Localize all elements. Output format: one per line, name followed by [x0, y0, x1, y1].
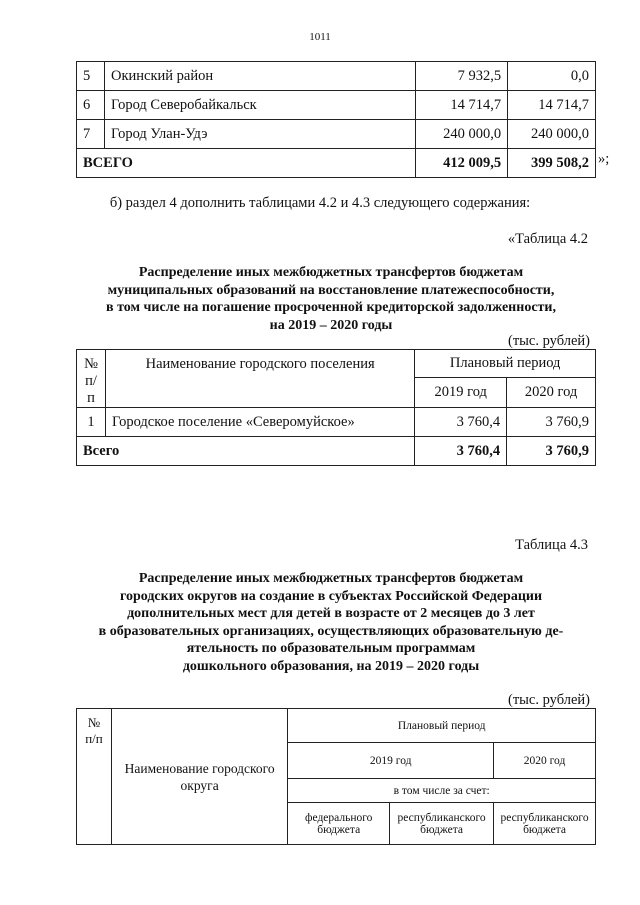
title-line: дополнительных мест для детей в возрасте от 2 месяцев до 3 лет	[127, 606, 535, 622]
title-line: дошкольного образования, на 2019 – 2020 годы	[182, 658, 480, 674]
header-period: Плановый период	[288, 709, 596, 743]
row-value-1: 240 000,0	[416, 120, 508, 149]
total-row	[77, 149, 596, 178]
closing-quote: »;	[598, 151, 610, 167]
header-period: Плановый период	[415, 350, 596, 378]
header-row	[77, 709, 596, 743]
table-4-3-title	[40, 570, 622, 676]
header-name: Наименование городского округа	[111, 709, 287, 845]
header-num: № п/п	[77, 350, 106, 408]
total-value-2: 3 760,9	[507, 437, 596, 466]
table-row	[77, 120, 596, 149]
row-value-1: 3 760,4	[415, 408, 507, 437]
row-name: Город Улан-Удэ	[104, 120, 415, 149]
table-4-2-caption: «Таблица 4.2	[507, 231, 588, 247]
row-value-2: 3 760,9	[507, 408, 596, 437]
total-value-1: 3 760,4	[415, 437, 507, 466]
page-number: 1011	[309, 31, 331, 43]
table-4-2-units: (тыс. рублей)	[508, 333, 590, 349]
total-value-2: 399 508,2	[508, 149, 596, 178]
table-row	[77, 62, 596, 91]
title-line: на 2019 – 2020 годы	[269, 317, 393, 333]
header-year-2019: 2019 год	[288, 743, 494, 779]
row-value-1: 14 714,7	[416, 91, 508, 120]
row-name: Окинский район	[104, 62, 415, 91]
total-label: Всего	[77, 437, 415, 466]
total-value-1: 412 009,5	[416, 149, 508, 178]
header-year-2020: 2020 год	[507, 378, 596, 408]
row-value-2: 240 000,0	[508, 120, 596, 149]
table-4-2-title	[40, 264, 622, 334]
title-line: Распределение иных межбюджетных трансфертов бюджетам	[138, 571, 524, 586]
row-num: 7	[77, 120, 105, 149]
row-num: 1	[77, 408, 106, 437]
title-line: муниципальных образований на восстановление платежеспособности,	[107, 282, 555, 298]
title-line: в образовательных организациях, осуществляющих образовательную де-	[98, 623, 564, 639]
row-num: 5	[77, 62, 105, 91]
header-year-2019: 2019 год	[415, 378, 507, 408]
table-4-2	[76, 349, 596, 466]
header-republican-budget-2020: республиканского бюджета	[494, 803, 596, 845]
header-year-2020: 2020 год	[494, 743, 596, 779]
paragraph-b: б) раздел 4 дополнить таблицами 4.2 и 4.3 следующего содержания:	[109, 195, 531, 211]
row-value-2: 0,0	[508, 62, 596, 91]
title-line: в том числе на погашение просроченной кредиторской задолженности,	[106, 300, 556, 316]
table-row	[77, 408, 596, 437]
table-4-3-caption: Таблица 4.3	[515, 537, 588, 553]
header-row	[77, 350, 596, 378]
row-name: Городское поселение «Северомуйское»	[105, 408, 414, 437]
total-row	[77, 437, 596, 466]
table-4-3	[76, 708, 596, 845]
title-line: городских округов на создание в субъектах Российской Федерации	[119, 588, 543, 604]
header-name: Наименование городского поселения	[105, 350, 414, 408]
row-num: 6	[77, 91, 105, 120]
row-value-1: 7 932,5	[416, 62, 508, 91]
table-row	[77, 91, 596, 120]
title-line: ятельность по образовательным программам	[186, 641, 476, 657]
header-republican-budget: республиканского бюджета	[390, 803, 494, 845]
row-value-2: 14 714,7	[508, 91, 596, 120]
top-table	[76, 61, 596, 178]
title-line: Распределение иных межбюджетных трансфертов бюджетам	[138, 265, 524, 280]
row-name: Город Северобайкальск	[104, 91, 415, 120]
total-label: ВСЕГО	[77, 149, 416, 178]
header-num: № п/п	[77, 709, 112, 845]
header-including: в том числе за счет:	[288, 779, 596, 803]
header-federal-budget: федерального бюджета	[288, 803, 390, 845]
table-4-3-units: (тыс. рублей)	[508, 692, 590, 708]
